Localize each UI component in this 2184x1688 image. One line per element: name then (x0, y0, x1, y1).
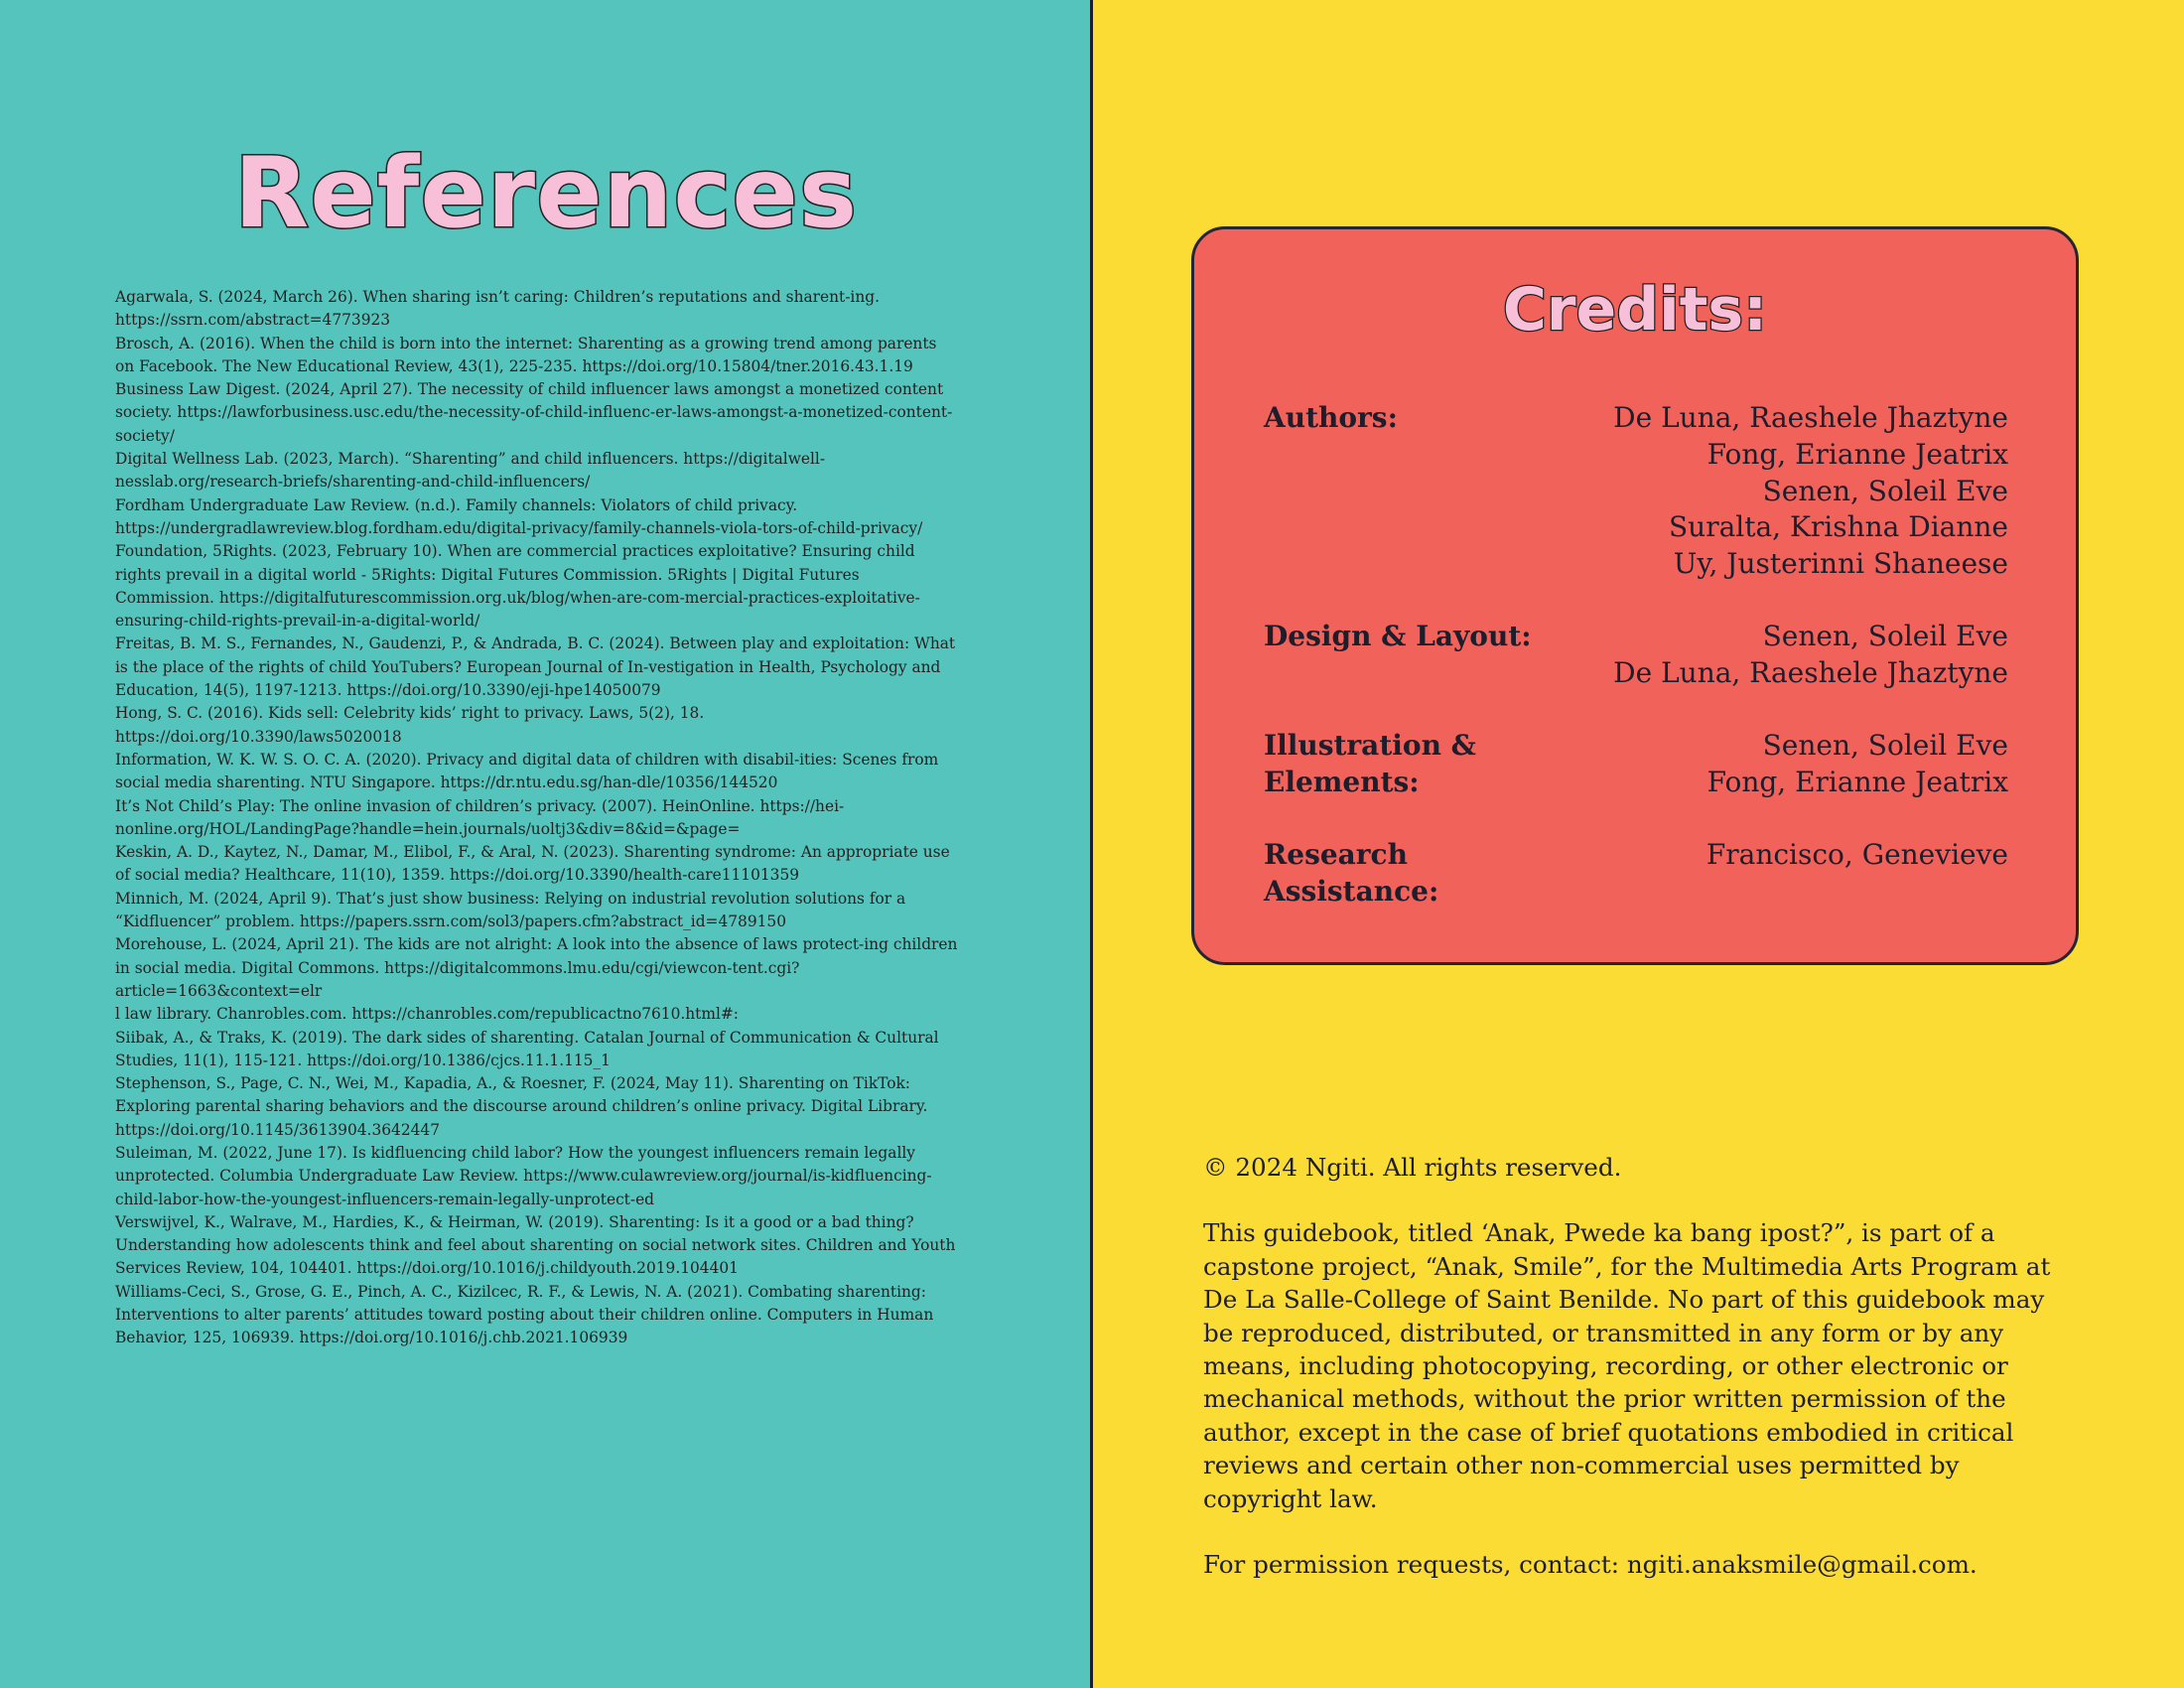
reference-entry: Brosch, A. (2016). When the child is born into the internet: Sharenting as a growing trend among parents on Facebook. The New Educational Review, 43(1), 225-235. https://doi.org/10.15804/tner.2016.43.1.19 (115, 334, 937, 375)
reference-entry: Minnich, M. (2024, April 9). That’s just show business: Relying on industrial revolution solutions for a “Kidfluencer” problem. https://papers.ssrn.com/sol3/papers.cfm?abstract_id=4789150 (115, 889, 906, 931)
reference-entry: Siibak, A., & Traks, K. (2019). The dark sides of sharenting. Catalan Journal of Communication & Cultural Studies, 11(1), 115-121. https://doi.org/10.1386/cjcs.11.1.115_1 (115, 1028, 939, 1069)
reference-entry: Hong, S. C. (2016). Kids sell: Celebrity kids’ right to privacy. Laws, 5(2), 18. https://doi.org/10.3390/laws5020018 (115, 704, 705, 746)
reference-entry: Stephenson, S., Page, C. N., Wei, M., Kapadia, A., & Roesner, F. (2024, May 11). Sharenting on TikTok: Exploring parental sharing behaviors and the discourse around children’s online privacy. Digital Library. https://doi.org/10.1145/3613904.3642447 (115, 1074, 928, 1139)
credit-name: Francisco, Genevieve (1706, 838, 2008, 871)
references-list (115, 286, 959, 1350)
reference-entry: Verswijvel, K., Walrave, M., Hardies, K., & Heirman, W. (2019). Sharenting: Is it a good or a bad thing? Understanding how adolescents think and feel about sharenting on social network sites. Children and Youth Services Review, 104, 104401. https://doi.org/10.1016/j.childyouth.2019.104401 (115, 1212, 956, 1278)
reference-entry: Keskin, A. D., Kaytez, N., Damar, M., Elibol, F., & Aral, N. (2023). Sharenting syndrome: An appropriate use of social media? Healthcare, 11(10), 1359. https://doi.org/10.3390/health-care11101359 (115, 843, 950, 885)
credit-role: Illustration & Elements: (1264, 729, 1476, 798)
credit-name: Senen, Soleil Eve (1762, 729, 2008, 762)
reference-entry: Business Law Digest. (2024, April 27). The necessity of child influencer laws amongst a monetized content society. https://lawforbusiness.usc.edu/the-necessity-of-child-influenc-er-laws-amongst-a-monetized-content-society/ (115, 380, 953, 445)
reference-entry: Suleiman, M. (2022, June 17). Is kidfluencing child labor? How the youngest influencers remain legally unprotected. Columbia Undergraduate Law Review. https://www.culawreview.org/journal/is-kidfluencing-child-labor-how-the-youngest-influencers-remain-legally-unprotect-ed (115, 1143, 932, 1208)
credit-role: Design & Layout: (1264, 620, 1532, 652)
reference-entry: Morehouse, L. (2024, April 21). The kids are not alright: A look into the absence of laws protect-ing children in social media. Digital Commons. https://digitalcommons.lmu.edu/cgi/viewcon-tent.cgi?article=1663&context=elr (115, 935, 958, 1000)
copyright-notice: This guidebook, titled ‘Anak, Pwede ka bang ipost?”, is part of a capstone project, “Anak, Smile”, for the Multimedia Arts Program at De La Salle-College of Saint Benilde. No part of this guidebook may be reproduced, distributed, or transmitted in any form or by any means, including photocopying, recording, or other electronic or mechanical methods, without the prior written permission of the author, except in the case of brief quotations embodied in critical reviews and certain other non-commercial uses permitted by copyright law. (1203, 1218, 2051, 1513)
credit-names (1512, 837, 2008, 874)
reference-entry: It’s Not Child’s Play: The online invasion of children’s privacy. (2007). HeinOnline. https://hei-nonline.org/HOL/LandingPage?handle=hein.journals/uoltj3&div=8&id=&page= (115, 796, 845, 838)
permission-contact: For permission requests, contact: ngiti.anaksmile@gmail.com. (1203, 1550, 1978, 1580)
reference-entry: Foundation, 5Rights. (2023, February 10). When are commercial practices exploitative? Ensuring child rights prevail in a digital world - 5Rights: Digital Futures Commission. 5Rights | Digital Futures Commission. https://digitalfuturescommission.org.uk/blog/when-are-com-mercial-practices-exploitative-ensuring-child-rights-prevail-in-a-digital-world/ (115, 542, 920, 631)
credit-name: Uy, Justerinni Shaneese (1673, 547, 2008, 581)
credits-title: Credits: (1502, 275, 1768, 345)
credit-role: Research Assistance: (1264, 838, 1439, 908)
credit-name: Fong, Erianne Jeatrix (1706, 765, 2008, 798)
credit-name: Suralta, Krishna Dianne (1668, 510, 2008, 544)
credit-name: De Luna, Raeshele Jhaztyne (1613, 655, 2008, 689)
copyright-section (1203, 1151, 2077, 1614)
credit-names (1512, 400, 2008, 583)
reference-entry: Williams-Ceci, S., Grose, G. E., Pinch, A. C., Kizilcec, R. F., & Lewis, N. A. (2021). Combating sharenting: Interventions to alter parents’ attitudes toward posting about their children online. Computers in Human Behavior, 125, 106939. https://doi.org/10.1016/j.chb.2021.106939 (115, 1282, 934, 1347)
reference-entry: Information, W. K. W. S. O. C. A. (2020). Privacy and digital data of children with disabil-ities: Scenes from social media sharenting. NTU Singapore. https://dr.ntu.edu.sg/han-dle/10356/144520 (115, 750, 939, 792)
reference-entry: Freitas, B. M. S., Fernandes, N., Gaudenzi, P., & Andrada, B. C. (2024). Between play and exploitation: What is the place of the rights of child YouTubers? European Journal of In-vestigation in Health, Psychology and Education, 14(5), 1197-1213. https://doi.org/10.3390/eji-hpe14050079 (115, 634, 956, 700)
credit-role: Authors: (1264, 401, 1398, 434)
reference-entry: l law library. Chanrobles.com. https://chanrobles.com/republicactno7610.html#: (115, 1005, 739, 1024)
reference-entry: Agarwala, S. (2024, March 26). When sharing isn’t caring: Children’s reputations and sharent-ing. https://ssrn.com/abstract=4773923 (115, 288, 881, 330)
credit-names (1512, 619, 2008, 692)
credit-names (1512, 728, 2008, 801)
reference-entry: Fordham Undergraduate Law Review. (n.d.). Family channels: Violators of child privacy. https://undergradlawreview.blog.fordham.edu/digital-privacy/family-channels-viola-tors-of-child-privacy/ (115, 495, 923, 537)
credit-name: Senen, Soleil Eve (1762, 474, 2008, 507)
credits-box (1191, 226, 2079, 965)
credit-name: De Luna, Raeshele Jhaztyne (1613, 401, 2008, 434)
references-title: References (233, 137, 859, 250)
credit-name: Senen, Soleil Eve (1762, 620, 2008, 652)
credit-name: Fong, Erianne Jeatrix (1706, 437, 2008, 471)
copyright-line: © 2024 Ngiti. All rights reserved. (1203, 1153, 1622, 1182)
reference-entry: Digital Wellness Lab. (2023, March). “Sharenting” and child influencers. https://digitalwell-nesslab.org/research-briefs/sharenting-and-child-influencers/ (115, 450, 826, 492)
